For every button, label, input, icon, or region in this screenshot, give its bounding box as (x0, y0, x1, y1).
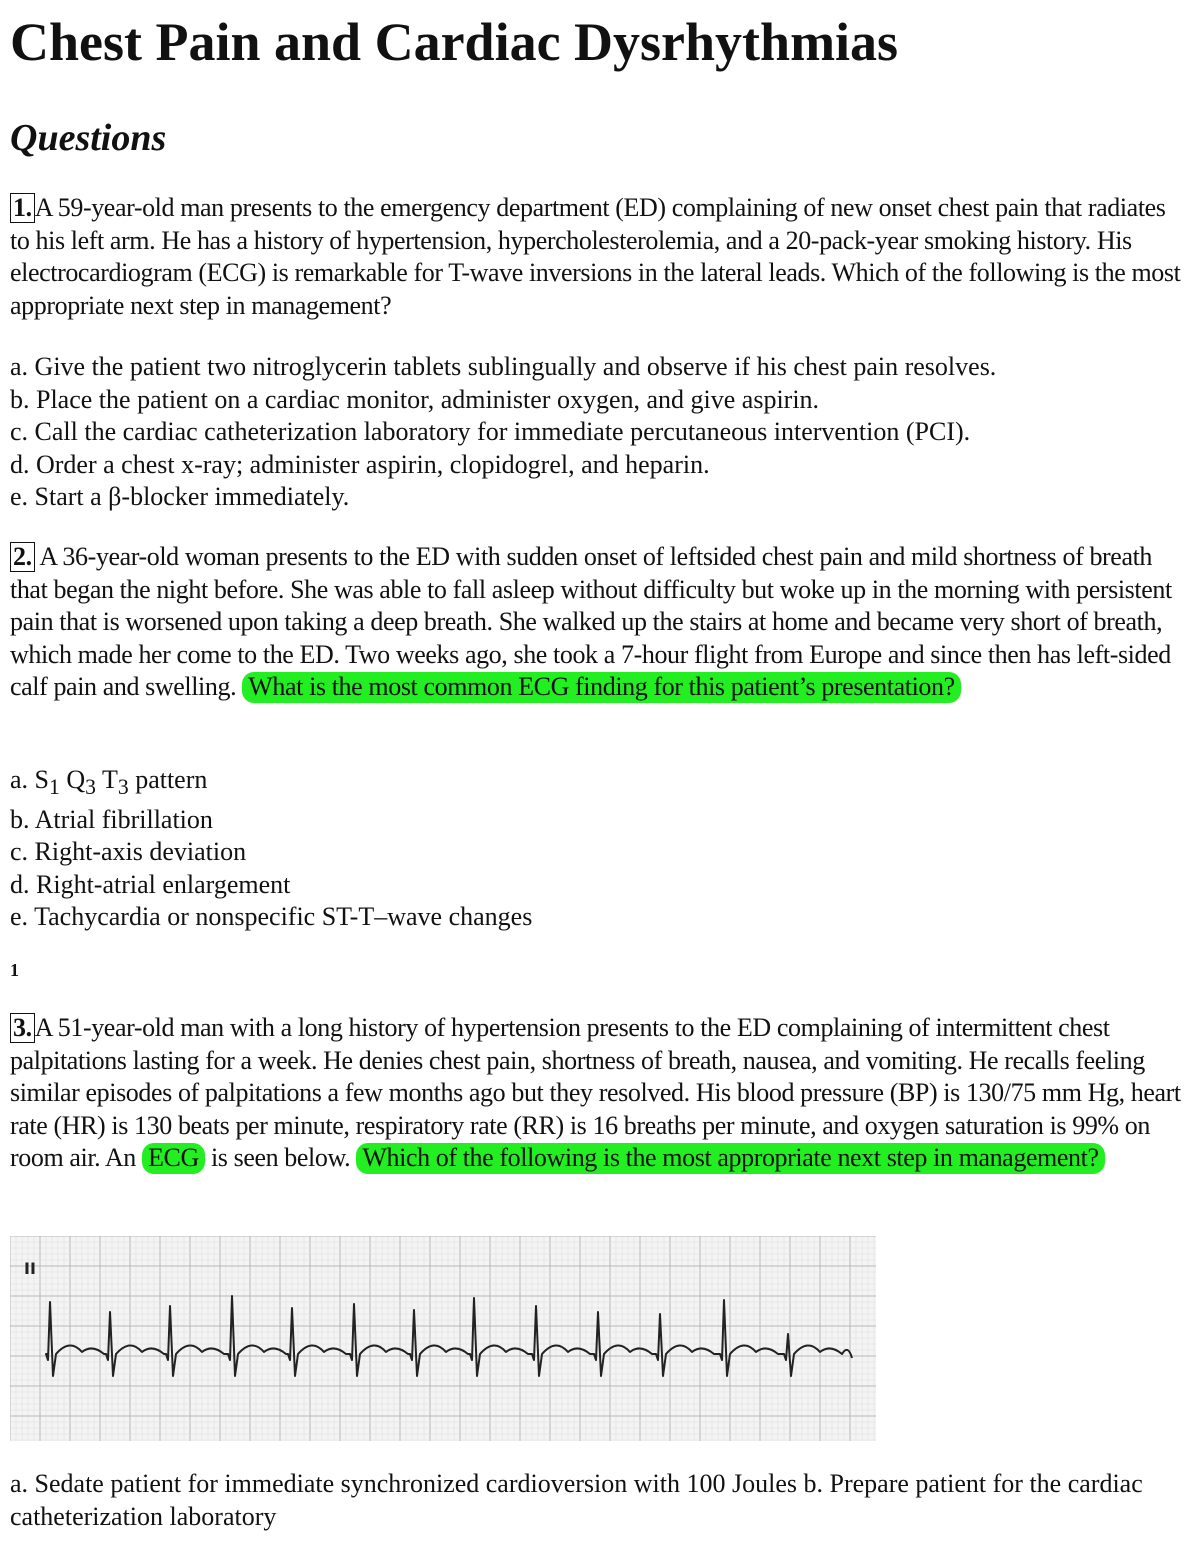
question-1-option-a: a. Give the patient two nitroglycerin tablets sublingually and observe if his chest pain resolves. (10, 352, 997, 381)
question-1-option-e: e. Start a β-blocker immediately. (10, 482, 350, 511)
question-2-number: 2. (10, 542, 35, 572)
question-2-option-b: b. Atrial fibrillation (10, 804, 213, 834)
question-1-number: 1. (10, 193, 35, 223)
question-3-stem (10, 1012, 1190, 1175)
question-3-highlighted-question: Which of the following is the most appropriate next step in management? (356, 1143, 1104, 1174)
question-3-text: A 51-year-old man with a long history of hypertension presents to the ED complaining of intermittent chest palpitations lasting for a week. He denies chest pain, shortness of breath, nausea, and vomiting. He recalls feeling similar episodes of palpitations a few months ago but they resolved. His blood pressure (BP) is 130/75 mm Hg, heart rate (HR) is 130 beats per minute, respiratory rate (RR) is 16 breaths per minute, and oxygen saturation is 99% on room air. An (10, 1013, 1181, 1172)
page-title: Chest Pain and Cardiac Dysrhythmias (10, 12, 899, 72)
ecg-lead-label: II (24, 1259, 36, 1278)
question-1-option-b: b. Place the patient on a cardiac monitor, administer oxygen, and give aspirin. (10, 384, 820, 414)
ecg-strip (10, 1236, 876, 1441)
question-3-ecg-highlight: ECG (142, 1143, 205, 1174)
question-2-option-a: a. $S_1$ $Q_3$ $T_3$ pattern (10, 765, 208, 800)
question-2-stem (10, 541, 1190, 704)
question-3-after-ecg: is seen below. (210, 1143, 351, 1172)
question-3-number: 3. (10, 1013, 35, 1043)
page-number: 1 (10, 960, 19, 980)
question-1-text: A 59-year-old man presents to the emergency department (ED) complaining of new onset chest pain that radiates to his left arm. He has a history of hypertension, hypercholesterolemia, and a 20-pack-year smoking history. His electrocardiogram (ECG) is remarkable for T-wave inversions in the lateral leads. Which of the following is the most appropriate next step in management? (10, 193, 1181, 320)
question-2-text: A 36-year-old woman presents to the ED with sudden onset of leftsided chest pain and mild shortness of breath that began the night before. She was able to fall asleep without difficulty but woke up in the morning with persistent pain that is worsened upon taking a deep breath. She walked up the stairs at home and became very short of breath, which made her come to the ED. Two weeks ago, she took a 7-hour flight from Europe and since then has left-sided calf pain and swelling. (10, 542, 1172, 701)
question-2-option-c: c. Right-axis deviation (10, 837, 247, 867)
section-heading: Questions (10, 117, 167, 159)
question-3-answers: a. Sedate patient for immediate synchronized cardioversion with 100 Joules b. Prepare patient for the cardiac catheterization laboratory (10, 1469, 1143, 1531)
question-2-highlighted-question: What is the most common ECG finding for this patient’s presentation? (242, 672, 960, 703)
question-1-option-d: d. Order a chest x-ray; administer aspirin, clopidogrel, and heparin. (10, 449, 710, 479)
question-2-option-d: d. Right-atrial enlargement (10, 869, 291, 899)
question-1-stem (10, 192, 1190, 322)
question-1-options (10, 351, 996, 514)
question-2-options (10, 764, 532, 934)
question-2-option-e: e. Tachycardia or nonspecific ST-T–wave changes (10, 902, 533, 932)
question-1-option-c: c. Call the cardiac catheterization laboratory for immediate percutaneous intervention (PCI). (10, 417, 971, 446)
